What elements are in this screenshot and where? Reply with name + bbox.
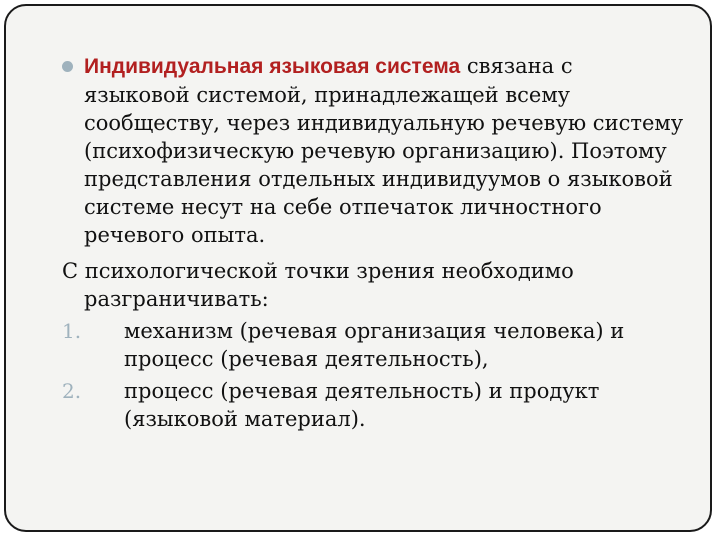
list-item bbox=[62, 317, 684, 373]
bullet-paragraph bbox=[84, 52, 684, 249]
list-number: 2. bbox=[62, 379, 82, 403]
slide-frame bbox=[4, 4, 712, 532]
highlight-term: Индивидуальная языковая система bbox=[84, 55, 461, 78]
list-item-text: механизм (речевая организация человека) и процесс (речевая деятельность), bbox=[124, 319, 625, 371]
paragraph-text: связана с языковой системой, принадлежащей всему сообществу, через индивидуальную речевую систему (психофизическую речевую организацию). Поэтому представления отдельных индивидуумов о языковой системе несут на себе отпечаток личностного речевого опыта. bbox=[84, 54, 684, 247]
list-item-text: процесс (речевая деятельность) и продукт (языковой материал). bbox=[124, 379, 600, 431]
numbered-list bbox=[62, 317, 684, 433]
second-paragraph: С психологической точки зрения необходимо разграничивать: bbox=[62, 259, 574, 311]
list-number: 1. bbox=[62, 319, 82, 343]
bullet-dot-icon bbox=[62, 61, 73, 72]
list-item bbox=[62, 377, 684, 433]
slide-content bbox=[62, 52, 684, 437]
